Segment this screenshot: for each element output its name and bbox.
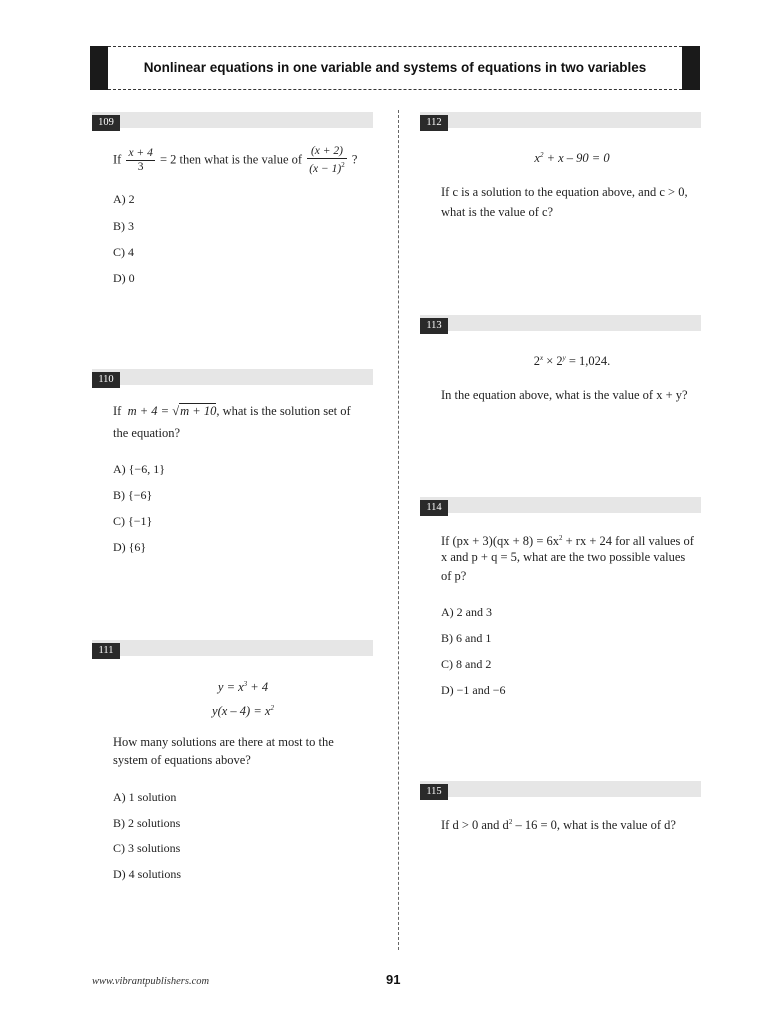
- q109-if: If: [113, 152, 122, 167]
- q113-eq-mid: × 2: [543, 354, 563, 369]
- q110-lhs: m + 4 =: [127, 404, 173, 418]
- question-110-bar: [92, 369, 373, 385]
- q111-equation-1: [113, 675, 373, 697]
- q114-line-2: x and p + q = 5, what are the two possible values: [441, 550, 686, 564]
- question-110-line-2: the equation?: [113, 426, 180, 440]
- q109-qmark: ?: [351, 152, 358, 167]
- q112-line-2: what is the value of c?: [441, 205, 554, 219]
- q109-frac2-denominator: [307, 159, 347, 176]
- question-number: 109: [92, 115, 120, 131]
- q114-option-c[interactable]: C) 8 and 2: [441, 657, 492, 671]
- question-113-bar: [420, 315, 701, 331]
- q110-if: If: [113, 404, 122, 418]
- q109-frac2-den-base: (x − 1): [309, 162, 342, 175]
- question-109-bar: [92, 112, 373, 128]
- q114-option-b[interactable]: B) 6 and 1: [441, 631, 492, 645]
- q109-equals: = 2: [159, 152, 177, 167]
- header-bar-left: [90, 46, 108, 90]
- q110-option-a[interactable]: A) {−6, 1}: [113, 462, 165, 476]
- q113-eq-post: = 1,024.: [565, 354, 611, 369]
- q109-frac1-numerator: x + 4: [128, 146, 153, 159]
- q111-equation-2: [113, 699, 373, 721]
- q111-option-c[interactable]: C) 3 solutions: [113, 841, 181, 855]
- question-112-bar: [420, 112, 701, 128]
- question-number: 110: [92, 372, 120, 388]
- q113-equation: [441, 349, 703, 371]
- q109-option-b[interactable]: B) 3: [113, 219, 134, 233]
- question-115-bar: [420, 781, 701, 797]
- question-111-bar: [92, 640, 373, 656]
- q109-frac2-numerator: (x + 2): [307, 145, 347, 159]
- q111-line-2: system of equations above?: [113, 753, 251, 767]
- q109-mid: then what is the value of: [179, 152, 303, 167]
- q112-equation: [441, 146, 703, 168]
- q114-option-d[interactable]: D) −1 and −6: [441, 683, 506, 697]
- q112-eq-post: + x – 90 = 0: [543, 151, 610, 166]
- question-number: 114: [420, 500, 448, 516]
- q114-line1-post: + rx + 24 for all values of: [562, 534, 694, 549]
- q110-option-d[interactable]: D) {6}: [113, 540, 147, 554]
- q110-option-b[interactable]: B) {−6}: [113, 488, 153, 502]
- q113-eq-a: 2: [533, 354, 540, 369]
- q109-fraction-1: [126, 147, 154, 174]
- page-number: 91: [386, 972, 401, 987]
- q112-eq-exp: 2: [539, 151, 544, 159]
- question-114-bar: [420, 497, 701, 513]
- q111-line-1: How many solutions are there at most to the: [113, 735, 334, 749]
- q110-rest: , what is the solution set of: [216, 404, 351, 418]
- question-109-text: [113, 145, 373, 176]
- q112-eq-pre: x: [534, 151, 540, 166]
- q109-option-a[interactable]: A) 2: [113, 192, 135, 206]
- page-title: Nonlinear equations in one variable and systems of equations in two variables: [143, 60, 647, 75]
- q111-eq1-exp: 3: [243, 680, 248, 688]
- q109-fraction-2: [307, 145, 347, 176]
- q109-frac1-denominator: 3: [137, 160, 144, 173]
- question-number: 111: [92, 643, 120, 659]
- q111-eq1-post: + 4: [247, 680, 269, 695]
- q113-eq-a-exp: x: [539, 354, 544, 362]
- q111-eq2-exp: 2: [270, 704, 274, 712]
- question-number: 115: [420, 784, 448, 800]
- q111-option-a[interactable]: A) 1 solution: [113, 790, 177, 804]
- header-dashed-bottom: [108, 89, 682, 90]
- q115-line-pre: If d > 0 and d: [441, 818, 509, 833]
- q109-option-c[interactable]: C) 4: [113, 245, 134, 259]
- q114-line1-exp: 2: [559, 534, 563, 542]
- q110-option-c[interactable]: C) {−1}: [113, 514, 153, 528]
- q114-option-a[interactable]: A) 2 and 3: [441, 605, 492, 619]
- q111-eq1-pre: y = x: [217, 680, 244, 695]
- q111-option-d[interactable]: D) 4 solutions: [113, 867, 182, 881]
- q113-line-1: In the equation above, what is the value of x + y?: [441, 388, 688, 402]
- q111-option-b[interactable]: B) 2 solutions: [113, 816, 181, 830]
- q113-eq-b-exp: y: [562, 354, 566, 362]
- q115-line-post: – 16 = 0, what is the value of d?: [512, 818, 676, 833]
- q109-frac2-den-exp: 2: [341, 161, 345, 169]
- q115-line-exp: 2: [508, 818, 513, 826]
- page-header: [90, 46, 700, 90]
- q110-radicand: m + 10: [180, 404, 217, 418]
- q110-radical-sign: √: [172, 404, 180, 418]
- question-number: 112: [420, 115, 448, 131]
- header-bar-right: [682, 46, 700, 90]
- question-number: 113: [420, 318, 448, 334]
- publisher-url[interactable]: www.vibrantpublishers.com: [92, 976, 210, 987]
- q114-line1-pre: If (px + 3)(qx + 8) = 6x: [441, 534, 559, 549]
- q109-option-d[interactable]: D) 0: [113, 271, 135, 285]
- q114-line-3: of p?: [441, 569, 467, 583]
- q112-line-1: If c is a solution to the equation above, and c > 0,: [441, 185, 688, 199]
- question-110-line-1: [113, 402, 373, 421]
- q111-eq2-pre: y(x – 4) = x: [212, 704, 271, 719]
- q115-line-1: [441, 813, 703, 835]
- column-divider: [398, 110, 399, 950]
